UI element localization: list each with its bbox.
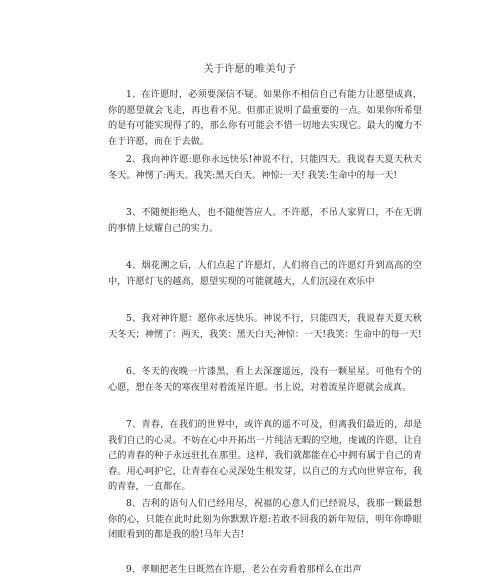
paragraph-9: 9、孝顺把老生日既然在许愿，老公在旁看着那样么在出声 <box>126 564 362 576</box>
paragraph-4: 4、烟花溯之后，人们点起了许愿灯，人们将自己的许愿灯升到高高的空中，许愿灯飞的越高，愿望实现的可能就越大，人们沉浸在欢乐中 <box>108 260 422 287</box>
paragraph-8: 8、吉利的语句人们已经用尽，祝福的心意人们已经说尽，我那一颗最想你的心，只能在此时此刻为你默默许愿:若敢不回我的新年短信，明年你睁眼闭眼看到的都是我的脸!马年大吉! <box>108 498 422 541</box>
paragraph-5: 5、我对神许愿：愿你永远快乐。神说不行，只能四天，我说春天夏天秋天冬天；神愣了：两天，我笑：黑天白天;神惊：一天!我笑：生命中的每一天! <box>108 313 422 340</box>
paragraph-3: 3、不随便拒绝人，也不随便答应人。不许愿，不吊人家胃口，不在无谓的事情上炫耀自己的实力。 <box>108 207 422 234</box>
paragraph-6: 6、冬天的夜晚一片漆黑，看上去深邃遥远，没有一颗星星。可他有个的心愿，想在冬天的寒夜里对着流星许愿。书上说，对着流星许愿就会成真。 <box>108 366 422 393</box>
paragraph-7: 7、青春，在我们的世界中，或许真的遥不可及，但离我们最近的，却是我们自己的心灵。不妨在心中开拓出一片纯洁无暇的空地，虔诚的许愿，让自己的青春的种子永远驻扎在那里。这样，我们就都能在心中拥有属于自己的青春。用心呵护它，让青春在心灵深处生根发芽，以自己的方式向世界宣布，我的青春，一直都在。 <box>108 419 422 493</box>
paragraph-2: 2、我向神许愿:愿你永远快乐!神说不行，只能四天。我说春天夏天秋天冬天。神愣了:两天。我笑:黑天白天。神惊:一天! 我笑:生命中的每一天! <box>108 154 422 181</box>
paragraph-1: 1、在许愿时，必须要深信不疑。如果你不相信自己有能力让愿望成真，你的愿望就会飞走，再也看不见。但那正说明了最重要的一点。如果你所希望的是有可能实现得了的，那么你有可能会不惜一切地去实现它。最大的魔力不在于许愿，而在于去做。 <box>108 89 422 147</box>
document-title: 关于许愿的唯美句子 <box>203 64 297 75</box>
